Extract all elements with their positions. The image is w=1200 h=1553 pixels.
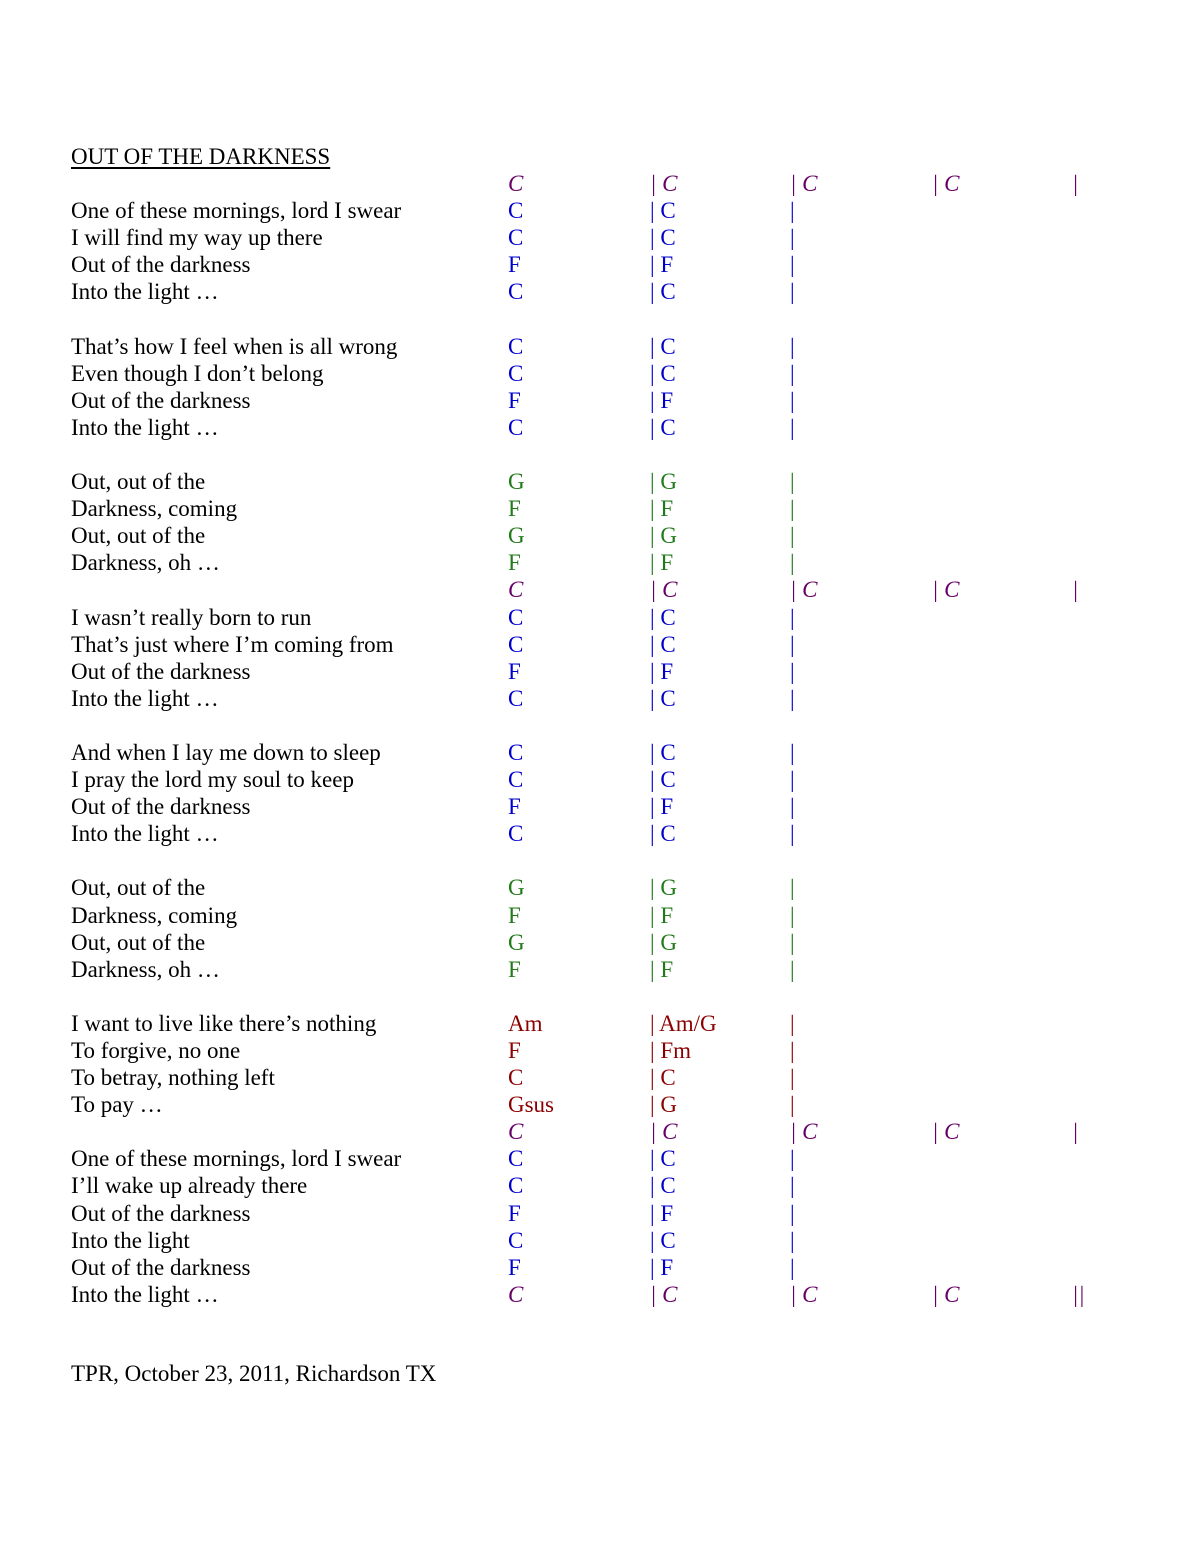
- song-line: [0, 576, 1200, 603]
- lyric-text: Out, out of the: [71, 469, 206, 495]
- song-line: [0, 1227, 1200, 1254]
- lyric-text: Darkness, coming: [71, 496, 238, 522]
- chord: F: [508, 252, 521, 278]
- chord: |: [790, 794, 795, 820]
- lyric-text: Out of the darkness: [71, 658, 251, 684]
- chord: | C: [790, 577, 818, 603]
- song-line: [0, 170, 1200, 197]
- song-line: [0, 305, 1200, 332]
- chord: C: [508, 414, 524, 440]
- chord: |: [790, 523, 795, 549]
- chord: | G: [650, 875, 677, 901]
- chord: |: [790, 496, 795, 522]
- song-line: [0, 1064, 1200, 1091]
- chord: G: [508, 523, 525, 549]
- chord: G: [508, 469, 525, 495]
- chord: | G: [650, 523, 677, 549]
- chord: | C: [650, 1173, 676, 1199]
- song-line: [0, 1254, 1200, 1281]
- song-line: [0, 956, 1200, 983]
- chord: F: [508, 550, 521, 576]
- chord: C: [508, 685, 524, 711]
- song-line: [0, 685, 1200, 712]
- song-line: [0, 224, 1200, 251]
- chord: C: [508, 198, 524, 224]
- chord: C: [508, 279, 524, 305]
- chord: C: [508, 333, 524, 359]
- chord: C: [508, 767, 524, 793]
- song-line: [0, 549, 1200, 576]
- chord: C: [508, 1173, 524, 1199]
- song-line: [0, 793, 1200, 820]
- chord: |: [790, 767, 795, 793]
- chord: | G: [650, 469, 677, 495]
- song-line: [0, 820, 1200, 847]
- chord: C: [508, 225, 524, 251]
- song-line: [0, 847, 1200, 874]
- lyric-text: Into the light …: [71, 821, 219, 847]
- song-line: [0, 278, 1200, 305]
- chord: | Fm: [650, 1038, 692, 1063]
- chord: | C: [650, 1227, 676, 1253]
- chord: | C: [650, 767, 676, 793]
- chord: | C: [932, 1119, 960, 1145]
- lyric-text: I wasn’t really born to run: [71, 604, 312, 630]
- chord: | C: [790, 171, 818, 196]
- chord: |: [790, 1200, 795, 1226]
- chord: |: [790, 550, 795, 576]
- chord: | G: [650, 929, 677, 955]
- lyric-text: Darkness, coming: [71, 902, 238, 928]
- chord: |: [790, 739, 795, 765]
- song-line: [0, 1172, 1200, 1199]
- chord: C: [508, 604, 524, 630]
- song-line: [0, 1037, 1200, 1064]
- chord: | C: [650, 1146, 676, 1172]
- lyric-text: One of these mornings, lord I swear: [71, 198, 402, 224]
- chord: |: [790, 279, 795, 305]
- lyrics-and-chords: [0, 170, 1200, 1308]
- song-line: [0, 1010, 1200, 1037]
- lyric-text: Even though I don’t belong: [71, 360, 324, 386]
- lyric-text: To pay …: [71, 1092, 163, 1118]
- lyric-text: Out, out of the: [71, 523, 206, 549]
- chord: |: [1072, 171, 1079, 196]
- chord: | C: [932, 1281, 960, 1307]
- song-line: [0, 983, 1200, 1010]
- chord: |: [790, 821, 795, 847]
- song-line: [0, 658, 1200, 685]
- lyric-text: Out, out of the: [71, 929, 206, 955]
- chord: C: [508, 1146, 524, 1172]
- chord: |: [790, 658, 795, 684]
- song-line: [0, 1145, 1200, 1172]
- chord: |: [790, 387, 795, 413]
- chord: |: [790, 1254, 795, 1280]
- chord: |: [790, 1065, 795, 1091]
- chord: |: [790, 225, 795, 251]
- chord: | C: [932, 171, 960, 196]
- chord: C: [508, 577, 524, 603]
- chord: | C: [650, 414, 676, 440]
- chord: C: [508, 1281, 524, 1307]
- lyric-text: And when I lay me down to sleep: [71, 739, 381, 765]
- chord: |: [790, 198, 795, 224]
- chord: | F: [650, 1200, 674, 1226]
- lyric-text: I’ll wake up already there: [71, 1173, 308, 1199]
- song-line: [0, 712, 1200, 739]
- chord: | F: [650, 387, 674, 413]
- chord: | F: [650, 794, 674, 820]
- chord: |: [790, 875, 795, 901]
- chord: C: [508, 1227, 524, 1253]
- song-line: [0, 387, 1200, 414]
- song-line: [0, 333, 1200, 360]
- chord: |: [790, 902, 795, 928]
- chord: | F: [650, 1254, 674, 1280]
- chord: | F: [650, 902, 674, 928]
- chord: | C: [650, 1281, 678, 1307]
- lyric-text: Out of the darkness: [71, 252, 251, 278]
- chord: | C: [650, 631, 676, 657]
- chord: |: [790, 1038, 795, 1063]
- chord: F: [508, 387, 521, 413]
- chord: | F: [650, 956, 674, 982]
- lyric-text: I want to live like there’s nothing: [71, 1010, 377, 1036]
- chord: | C: [650, 685, 676, 711]
- song-line: [0, 360, 1200, 387]
- song-line: [0, 1091, 1200, 1118]
- song-line: [0, 468, 1200, 495]
- lyric-text: I pray the lord my soul to keep: [71, 767, 354, 793]
- lyric-text: That’s just where I’m coming from: [71, 631, 394, 657]
- lyric-text: Out of the darkness: [71, 387, 251, 413]
- song-line: [0, 604, 1200, 631]
- author-credit: TPR, October 23, 2011, Richardson TX: [71, 1361, 437, 1386]
- chord: | C: [650, 198, 676, 224]
- lyric-text: I will find my way up there: [71, 225, 323, 251]
- chord: C: [508, 171, 524, 196]
- lyric-text: Into the light …: [71, 279, 219, 305]
- song-line: [0, 1281, 1200, 1308]
- chord: F: [508, 1254, 521, 1280]
- chord: |: [790, 1227, 795, 1253]
- chord: C: [508, 631, 524, 657]
- lyric-text: Out of the darkness: [71, 1254, 251, 1280]
- chord: |: [790, 360, 795, 386]
- lyric-text: That’s how I feel when is all wrong: [71, 333, 398, 359]
- chord: F: [508, 956, 521, 982]
- song-line: [0, 251, 1200, 278]
- chord: | C: [650, 360, 676, 386]
- song-line: [0, 197, 1200, 224]
- chord: |: [790, 1092, 795, 1118]
- lyric-text: Darkness, oh …: [71, 550, 220, 576]
- lyric-text: To betray, nothing left: [71, 1065, 275, 1091]
- chord: Gsus: [508, 1092, 555, 1118]
- chord: Am: [508, 1010, 543, 1036]
- song-line: [0, 929, 1200, 956]
- chord: G: [508, 875, 525, 901]
- chord: |: [790, 685, 795, 711]
- lyric-text: To forgive, no one: [71, 1038, 241, 1063]
- chord: C: [508, 739, 524, 765]
- lyric-text: Into the light …: [71, 414, 219, 440]
- chord: C: [508, 821, 524, 847]
- chord: |: [790, 1010, 795, 1036]
- chord: C: [508, 1065, 524, 1091]
- lyric-text: Out of the darkness: [71, 794, 251, 820]
- chord: |: [790, 414, 795, 440]
- lyric-text: Out of the darkness: [71, 1200, 251, 1226]
- chord: | C: [790, 1281, 818, 1307]
- chord: F: [508, 658, 521, 684]
- chord: | C: [650, 1119, 678, 1145]
- chord: C: [508, 360, 524, 386]
- chord: |: [790, 929, 795, 955]
- song-line: [0, 739, 1200, 766]
- song-line: [0, 1118, 1200, 1145]
- lyric-text: Into the light …: [71, 1281, 219, 1307]
- chord: | C: [932, 577, 960, 603]
- chord: | C: [650, 821, 676, 847]
- chord: |: [790, 956, 795, 982]
- lyric-text: Into the light …: [71, 685, 219, 711]
- chord: F: [508, 902, 521, 928]
- chord: F: [508, 1200, 521, 1226]
- lyric-text: Out, out of the: [71, 875, 206, 901]
- song-line: [0, 414, 1200, 441]
- chord: | C: [650, 739, 676, 765]
- chord: | F: [650, 658, 674, 684]
- chord: | F: [650, 252, 674, 278]
- chord: |: [790, 631, 795, 657]
- chord: F: [508, 1038, 521, 1063]
- song-line: [0, 495, 1200, 522]
- chord: | C: [650, 279, 676, 305]
- lyric-text: Into the light: [71, 1227, 190, 1253]
- chord: |: [790, 1146, 795, 1172]
- chord: |: [790, 1173, 795, 1199]
- song-line: [0, 441, 1200, 468]
- chord: | F: [650, 496, 674, 522]
- chord: | C: [790, 1119, 818, 1145]
- chord: C: [508, 1119, 524, 1145]
- song-line: [0, 766, 1200, 793]
- chord: F: [508, 794, 521, 820]
- chord: |: [790, 252, 795, 278]
- lyric-text: Darkness, oh …: [71, 956, 220, 982]
- chord: |: [1072, 1119, 1079, 1145]
- chord: ||: [1072, 1281, 1085, 1307]
- chord: | G: [650, 1092, 677, 1118]
- song-line: [0, 631, 1200, 658]
- chord: |: [1072, 577, 1079, 603]
- chord: | Am/G: [650, 1010, 717, 1036]
- chord: |: [790, 604, 795, 630]
- chord: | C: [650, 225, 676, 251]
- chord: | C: [650, 577, 678, 603]
- song-line: [0, 902, 1200, 929]
- chord: |: [790, 333, 795, 359]
- chord: | C: [650, 1065, 676, 1091]
- chord: F: [508, 496, 521, 522]
- chord: G: [508, 929, 525, 955]
- song-line: [0, 1200, 1200, 1227]
- song-line: [0, 522, 1200, 549]
- chord: |: [790, 469, 795, 495]
- lyric-text: One of these mornings, lord I swear: [71, 1146, 402, 1172]
- chord: | F: [650, 550, 674, 576]
- chord: | C: [650, 171, 678, 196]
- chord: | C: [650, 333, 676, 359]
- song-line: [0, 874, 1200, 901]
- song-title: OUT OF THE DARKNESS: [71, 144, 331, 169]
- chord: | C: [650, 604, 676, 630]
